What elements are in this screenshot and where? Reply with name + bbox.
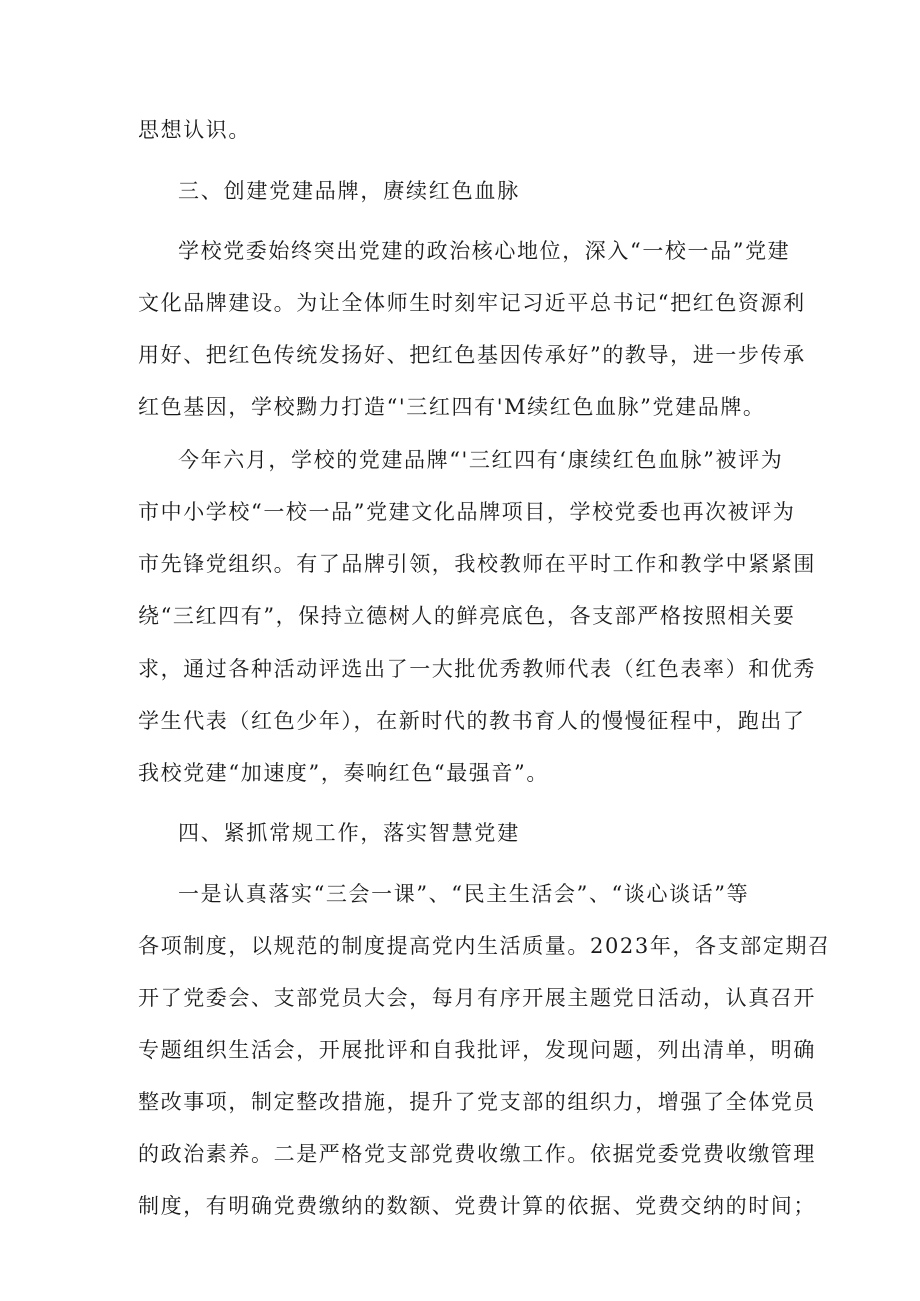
paragraph-line: 专题组织生活会，开展批评和自我批评，发现问题，列出清单，明确 [138, 1038, 816, 1062]
paragraph-line: 我校党建“加速度”，奏响红色“最强音”。 [138, 761, 549, 785]
paragraph-line: 红色基因，学校黝力打造“'三红四有'M续红色血脉”党建品牌。 [138, 395, 766, 419]
paragraph-line: 绕“三红四有”，保持立德树人的鲜亮底色，各支部严格按照相关要 [138, 604, 796, 628]
paragraph-line: 用好、把红色传统发扬好、把红色基因传承好”的教导，进一步传承 [138, 343, 806, 367]
paragraph-line: 今年六月，学校的党建品牌“'三红四有‘康续红色血脉”被评为 [178, 448, 784, 472]
paragraph-line: 学生代表（红色少年），在新时代的教书育人的慢慢征程中，跑出了 [138, 709, 806, 733]
paragraph-line: 的政治素养。二是严格党支部党费收缴工作。依据党委党费收缴管理 [138, 1142, 816, 1166]
paragraph-line: 文化品牌建设。为让全体师生时刻牢记习近平总书记“把红色资源利 [138, 291, 806, 315]
paragraph-line: 各项制度，以规范的制度提高党内生活质量。2023年，各支部定期召 [138, 934, 831, 958]
section-heading-3: 三、创建党建品牌，赓续红色血脉 [178, 179, 520, 203]
paragraph-line: 整改事项，制定整改措施，提升了党支部的组织力，增强了全体党员 [138, 1090, 816, 1114]
paragraph-line: 求，通过各种活动评选出了一大批优秀教师代表（红色表率）和优秀 [138, 657, 816, 681]
paragraph-line: 一是认真落实“三会一课”、“民主生活会”、“谈心谈话”等 [178, 882, 750, 906]
paragraph-line: 市中小学校“一校一品”党建文化品牌项目，学校党委也再次被评为 [138, 500, 796, 524]
paragraph-line: 制度，有明确党费缴纳的数额、党费计算的依据、党费交纳的时间； [138, 1194, 816, 1218]
paragraph-line: 开了党委会、支部党员大会，每月有序开展主题党日活动，认真召开 [138, 986, 816, 1010]
section-heading-4: 四、紧抓常规工作，落实智慧党建 [178, 821, 520, 845]
paragraph-line: 市先锋党组织。有了品牌引领，我校教师在平时工作和教学中紧紧围 [138, 552, 816, 576]
paragraph-line: 学校党委始终突出党建的政治核心地位，深入“一校一品”党建 [178, 239, 791, 263]
paragraph-line: 思想认识。 [138, 118, 251, 142]
